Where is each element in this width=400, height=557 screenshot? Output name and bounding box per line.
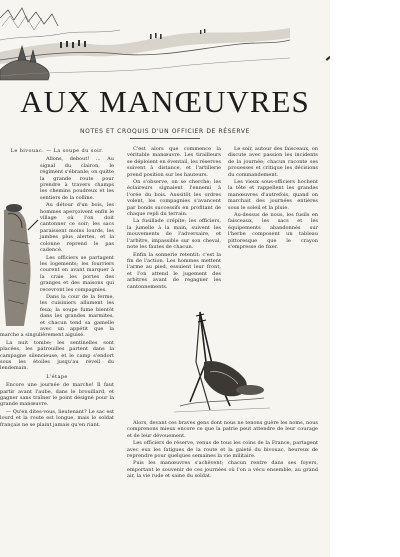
paragraph: C'est alors que commence la véritable manœuvre. Les tirailleurs se déploient en éventail, les réserves suivent à distance, et l'artillerie prend position sur les hauteurs. <box>127 146 221 178</box>
header-illustration <box>0 0 290 82</box>
paragraph: Alors, devant ces braves gens dont nous ne tenons guère les noms, nous comprenons mieux encore ce que la patrie peut attendre de leur courage et de leur dévouement. <box>127 420 318 439</box>
paragraph: La nuit tombe; les sentinelles sont placées, les patrouilles partent dans la campagne silencieuse, et le camp s'endort sous les étoiles jusqu'au réveil du lendemain. <box>0 339 114 372</box>
paragraph: Les officiers se partagent les logements; les fourriers courent en avant marquer à la craie les portes des granges et des maisons qui recevront les compagnies. <box>40 254 114 293</box>
paragraph: Au détour d'un bois, les hommes aperçoivent enfin le village où l'on doit cantonner ce soir; les sacs paraissent moins lourds, les jambes plus alertes, et la colonne reprend le pas cadencé. <box>40 202 114 254</box>
paragraph: Puis les manœuvres s'achèvent; chacun rentre dans ses foyers, emportant le souvenir de ces journées où l'on a vécu ensemble, au grand air, la vie rude et saine du soldat. <box>127 460 318 480</box>
title-divider <box>130 138 200 139</box>
column-lower <box>127 420 318 550</box>
paragraph: Enfin la sonnerie retentit: c'est la fin de l'action. Les hommes mettent l'arme au pied, essuient leur front, et l'on attend le jugement des arbitres avant de regagner les cantonnements. <box>127 251 221 290</box>
paragraph: Encore une journée de marche! Il faut partir avant l'aube, dans le brouillard, et gagner sans traîner le point désigné pour la grande manœuvre. <box>0 382 114 408</box>
article-title: AUX MANŒUVRES <box>20 84 310 119</box>
paragraph: Le soir, autour des faisceaux, on discute avec passion les incidents de la journée; chacun raconte ses prouesses et critique les décisions du commandement. <box>228 146 318 178</box>
paragraph: Les officiers de réserve, venus de tous les coins de la France, partagent avec eux les fatigues de la route et la gaieté du bivouac, heureux de reprendre pour quelques semaines la vie militaire. <box>127 440 318 460</box>
article-subtitle: NOTES ET CROQUIS D'UN OFFICIER DE RÉSERVE <box>80 128 250 135</box>
column-left <box>0 146 114 546</box>
paragraph: — Qu'en dites-vous, lieutenant? Le sac est lourd et la route est longue, mais le soldat français ne se plaint jamais qu'en riant. <box>0 408 114 428</box>
page-margin <box>330 0 400 557</box>
paragraph: Allons, debout! ... Au signal du clairon, le régiment s'ébranle; on quitte la grande route pour prendre à travers champs les chemins poudreux et les sentiers de la colline. <box>40 156 114 201</box>
stacked-rifles-icon <box>160 302 280 422</box>
paragraph: La fusillade crépite; les officiers, la jumelle à la main, suivent les mouvements de l'adversaire, et l'arbitre, impassible sur son cheval, note les fautes de chacun. <box>127 218 221 251</box>
paragraph: On s'observe, on se cherche; les éclaireurs signalent l'ennemi à l'orée du bois. Aussitôt les ordres volent, les compagnies s'avancent par bonds successifs en profitant de chaque repli du terrain. <box>127 179 221 218</box>
section-heading: L'étape <box>46 373 68 380</box>
section-heading: Le bivouac. — La soupe du soir. <box>10 148 104 154</box>
paragraph: Dans la cour de la ferme, les cuisiniers allument les feux; la soupe fume bientôt dans les grandes marmites, et chacun tend sa gamelle avec un appétit que la marche a singulièrement aiguisé. <box>0 293 114 339</box>
paragraph: Au-dessus de nous, les fusils en faisceaux, les sacs et les équipements abandonnés sur l'herbe composent un tableau pittoresque que le crayon s'empresse de fixer. <box>228 212 318 251</box>
column-right <box>228 146 318 296</box>
rifles-illustration <box>160 302 280 422</box>
paragraph: Les vieux sous-officiers hochent la tête et rappellent les grandes manœuvres d'autrefois, quand on marchait des journées entières sous le soleil et la pluie. <box>228 179 318 211</box>
figure-wrap <box>0 198 40 328</box>
